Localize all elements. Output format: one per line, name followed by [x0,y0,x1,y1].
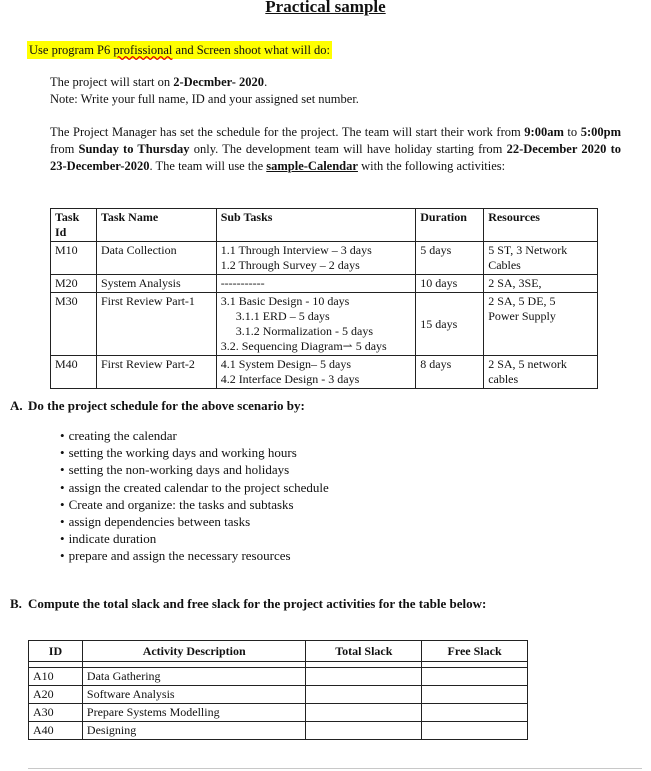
activity-description: Software Analysis [82,686,306,704]
para-text-4: only. The development team will have holiday starting from [189,142,507,156]
resources [484,356,598,389]
table-row [29,668,528,686]
start-date: 2-Decmber- 2020 [173,75,265,89]
sub-tasks [216,242,416,275]
table-row [29,686,528,704]
list-item: • Create and organize: the tasks and subtasks [60,496,329,513]
duration: 8 days [416,356,484,389]
para-text-3: from [50,142,79,156]
section-a-label: A. [10,398,23,413]
list-item: • creating the calendar [60,427,329,444]
para-text-5: . The team will use the [149,159,267,173]
activity-description: Designing [82,722,306,740]
para-text-2: to [563,125,581,139]
activity-id: A40 [29,722,83,740]
para-text-1: The Project Manager has set the schedule for the project. The team will start their work from [50,125,525,139]
section-b-heading [10,596,486,612]
scenario-paragraph [50,124,621,175]
sub-task: 1.2 Through Survey – 2 days [220,258,360,272]
total-slack-cell[interactable] [306,722,422,740]
table-header-row [51,209,598,242]
resource-line: 2 SA, 5 DE, 5 [488,294,556,308]
resources [484,242,598,275]
sub-tasks [216,293,416,356]
start-date-line [50,74,267,91]
para-calendar-name: sample-Calendar [266,159,358,173]
total-slack-cell[interactable] [306,668,422,686]
table-row [51,242,598,275]
table-header-row [29,641,528,662]
resource-line: 2 SA, 5 network [488,357,567,371]
para-text-6: with the following activities: [357,159,506,173]
duration: 15 days [416,293,484,356]
sub-task: 3.2. Sequencing Diagram⇀ 5 days [220,339,387,353]
duration: 10 days [416,275,484,293]
table-row [29,722,528,740]
resources [484,293,598,356]
sub-task: 3.1.1 ERD – 5 days [235,309,330,323]
sub-tasks [216,356,416,389]
free-slack-cell[interactable] [422,668,528,686]
section-b-label: B. [10,596,22,611]
free-slack-cell[interactable] [422,704,528,722]
para-end-time: 5:00pm [580,125,621,139]
list-item: • indicate duration [60,530,329,547]
note-line: Note: Write your full name, ID and your assigned set number. [50,92,359,106]
para-holiday-dates: 22-December 2020 to 23-December-2020 [50,142,621,173]
activity-id: A20 [29,686,83,704]
list-item: • assign the created calendar to the project schedule [60,479,329,496]
document-title: Practical sample [265,0,386,16]
activity-description: Prepare Systems Modelling [82,704,306,722]
section-a-heading [10,398,305,414]
highlighted-instruction [27,41,332,59]
task-id: M30 [51,293,97,356]
slack-table [28,640,528,740]
task-id: M40 [51,356,97,389]
sub-task: 3.1.2 Normalization - 5 days [235,324,373,338]
sub-task: 4.1 System Design– 5 days [220,357,352,371]
activity-id: A30 [29,704,83,722]
header-duration: Duration [416,209,484,242]
sub-task: 1.1 Through Interview – 3 days [220,243,372,257]
instruction-prefix: Use program P6 [29,43,114,57]
free-slack-cell[interactable] [422,722,528,740]
sub-task: ----------- [220,276,265,290]
task-name: System Analysis [96,275,216,293]
resource-line: 2 SA, 3SE, [488,276,542,290]
header-free-slack: Free Slack [422,641,528,662]
total-slack-cell[interactable] [306,704,422,722]
activities-table [50,208,598,389]
duration: 5 days [416,242,484,275]
table-row [51,293,598,356]
list-item: • assign dependencies between tasks [60,513,329,530]
list-item: • setting the working days and working hours [60,444,329,461]
header-activity-description: Activity Description [82,641,306,662]
page-bottom-divider [28,768,642,769]
list-item: • setting the non-working days and holidays [60,461,329,478]
resources [484,275,598,293]
table-row [51,275,598,293]
start-line-prefix: The project will start on [50,75,174,89]
sub-task: 4.2 Interface Design - 3 days [220,372,360,386]
task-name: First Review Part-2 [96,356,216,389]
misspelled-word: profissional [113,43,173,57]
section-a-bullets [60,427,329,565]
resource-line: 5 ST, 3 Network [488,243,568,257]
header-sub-tasks: Sub Tasks [216,209,416,242]
instruction-suffix: and Screen shoot what will do: [172,43,331,57]
table-row [51,356,598,389]
table-row [29,704,528,722]
para-start-time: 9:00am [524,125,564,139]
header-task-id: Task Id [51,209,97,242]
activity-description: Data Gathering [82,668,306,686]
sub-task: 3.1 Basic Design - 10 days [220,294,350,308]
resource-line: Cables [488,258,521,272]
task-id: M10 [51,242,97,275]
task-id: M20 [51,275,97,293]
header-total-slack: Total Slack [306,641,422,662]
resource-line: cables [488,372,519,386]
sub-tasks [216,275,416,293]
para-working-days: Sunday to Thursday [78,142,190,156]
section-a-text: Do the project schedule for the above scenario by: [28,398,305,413]
header-id: ID [29,641,83,662]
section-b-text: Compute the total slack and free slack for the project activities for the table below: [28,596,487,611]
free-slack-cell[interactable] [422,686,528,704]
list-item: • prepare and assign the necessary resources [60,547,329,564]
total-slack-cell[interactable] [306,686,422,704]
task-name: First Review Part-1 [96,293,216,356]
task-name: Data Collection [96,242,216,275]
activity-id: A10 [29,668,83,686]
header-task-name: Task Name [96,209,216,242]
resource-line: Power Supply [488,309,556,323]
start-line-suffix: . [264,75,268,89]
header-resources: Resources [484,209,598,242]
